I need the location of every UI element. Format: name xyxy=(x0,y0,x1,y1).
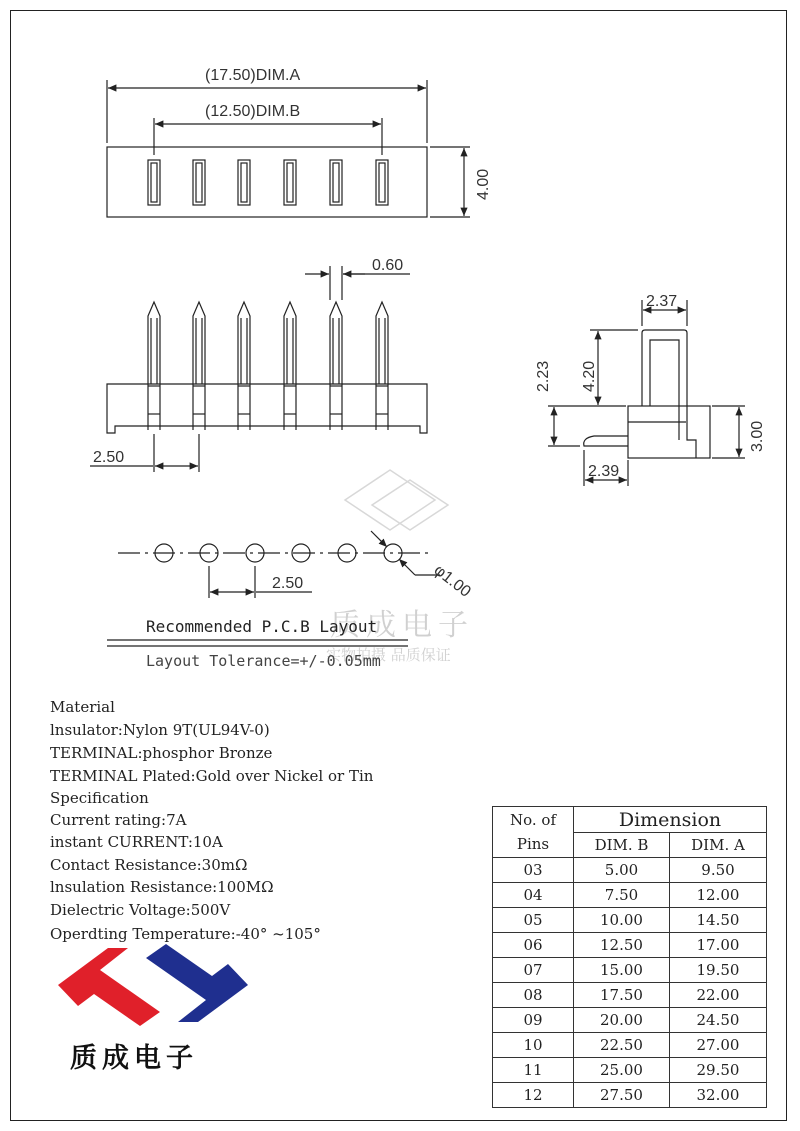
table-cell-dim-a: 12.00 xyxy=(670,883,767,908)
spec-current-rating: Current rating:7A xyxy=(50,811,187,829)
table-cell-pins: 05 xyxy=(493,908,574,933)
side-pin-height-label: 4.20 xyxy=(581,360,598,392)
table-cell-dim-b: 12.50 xyxy=(574,933,670,958)
table-cell-pins: 09 xyxy=(493,1008,574,1033)
table-cell-dim-a: 29.50 xyxy=(670,1058,767,1083)
table-cell-dim-a: 32.00 xyxy=(670,1083,767,1108)
watermark-logo xyxy=(345,470,448,530)
table-row xyxy=(493,933,767,958)
table-row xyxy=(493,1033,767,1058)
top-view-pin-slots xyxy=(148,160,388,205)
side-offset-label: 2.23 xyxy=(535,360,552,392)
front-view-pins xyxy=(148,302,388,430)
watermark-subtext: 实物拍摄 品质保证 xyxy=(326,646,451,664)
table-cell-dim-a: 22.00 xyxy=(670,983,767,1008)
table-row xyxy=(493,1058,767,1083)
spec-contact-resistance: Contact Resistance:30mΩ xyxy=(50,856,248,874)
top-height-label: 4.00 xyxy=(475,168,492,200)
table-cell-pins: 08 xyxy=(493,983,574,1008)
table-cell-pins: 06 xyxy=(493,933,574,958)
table-cell-dim-a: 9.50 xyxy=(670,858,767,883)
table-cell-dim-b: 27.50 xyxy=(574,1083,670,1108)
front-view xyxy=(90,266,427,472)
table-row xyxy=(493,983,767,1008)
side-width-label: 2.37 xyxy=(646,293,678,310)
logo-red-shape xyxy=(58,948,160,1026)
table-header-pins: No. of Pins xyxy=(493,807,574,858)
spec-terminal-plated: TERMINAL Plated:Gold over Nickel or Tin xyxy=(50,767,374,785)
front-pitch-label: 2.50 xyxy=(93,449,125,466)
table-cell-dim-a: 14.50 xyxy=(670,908,767,933)
top-view xyxy=(107,80,470,217)
spec-terminal: TERMINAL:phosphor Bronze xyxy=(50,744,273,762)
table-cell-pins: 10 xyxy=(493,1033,574,1058)
table-cell-pins: 04 xyxy=(493,883,574,908)
spec-material-heading: Material xyxy=(50,698,115,716)
spec-operating-temperature: Operdting Temperature:-40° ~105° xyxy=(50,925,321,943)
table-cell-dim-b: 15.00 xyxy=(574,958,670,983)
front-view-body xyxy=(107,384,427,433)
table-cell-dim-a: 17.00 xyxy=(670,933,767,958)
table-header-dimension: Dimension xyxy=(574,807,767,833)
dimension-table xyxy=(492,806,767,1108)
side-view-body xyxy=(628,406,710,458)
table-header-dim-a: DIM. A xyxy=(670,833,767,858)
table-row xyxy=(493,858,767,883)
table-cell-dim-b: 5.00 xyxy=(574,858,670,883)
table-row xyxy=(493,1083,767,1108)
spec-insulator: lnsulator:Nylon 9T(UL94V-0) xyxy=(50,721,270,739)
table-cell-dim-b: 20.00 xyxy=(574,1008,670,1033)
dim-b-label: (12.50)DIM.B xyxy=(205,103,301,120)
side-view-foot xyxy=(584,436,628,446)
table-row xyxy=(493,1008,767,1033)
table-cell-pins: 12 xyxy=(493,1083,574,1108)
pcb-layout-title: Recommended P.C.B Layout xyxy=(146,617,378,636)
table-cell-dim-a: 24.50 xyxy=(670,1008,767,1033)
spec-specification-heading: Specification xyxy=(50,789,149,807)
table-cell-dim-a: 27.00 xyxy=(670,1033,767,1058)
table-cell-dim-a: 19.50 xyxy=(670,958,767,983)
table-cell-pins: 11 xyxy=(493,1058,574,1083)
table-cell-dim-b: 10.00 xyxy=(574,908,670,933)
table-cell-dim-b: 25.00 xyxy=(574,1058,670,1083)
logo-blue-shape xyxy=(146,944,248,1022)
table-cell-dim-b: 22.50 xyxy=(574,1033,670,1058)
company-logo-text: 质成电子 xyxy=(70,1043,198,1074)
table-cell-dim-b: 7.50 xyxy=(574,883,670,908)
hole-diameter-label: φ1.00 xyxy=(430,561,474,601)
pin-width-label: 0.60 xyxy=(372,257,404,274)
company-logo-graphic xyxy=(58,944,248,1026)
table-row xyxy=(493,883,767,908)
table-cell-pins: 07 xyxy=(493,958,574,983)
spec-dielectric-voltage: Dielectric Voltage:500V xyxy=(50,901,231,919)
watermark-text: 质成电子 xyxy=(330,608,474,643)
dim-a-label: (17.50)DIM.A xyxy=(205,67,301,84)
side-foot-label: 2.39 xyxy=(588,463,620,480)
pcb-layout-tolerance: Layout Tolerance=+/-0.05mm xyxy=(146,652,381,670)
spec-instant-current: instant CURRENT:10A xyxy=(50,833,223,851)
side-view xyxy=(548,300,745,486)
spec-insulation-resistance: lnsulation Resistance:100MΩ xyxy=(50,878,274,896)
side-body-height-label: 3.00 xyxy=(749,420,766,452)
table-row xyxy=(493,908,767,933)
table-header-dim-b: DIM. B xyxy=(574,833,670,858)
table-cell-pins: 03 xyxy=(493,858,574,883)
pcb-pitch-label: 2.50 xyxy=(272,575,304,592)
table-cell-dim-b: 17.50 xyxy=(574,983,670,1008)
table-row xyxy=(493,958,767,983)
